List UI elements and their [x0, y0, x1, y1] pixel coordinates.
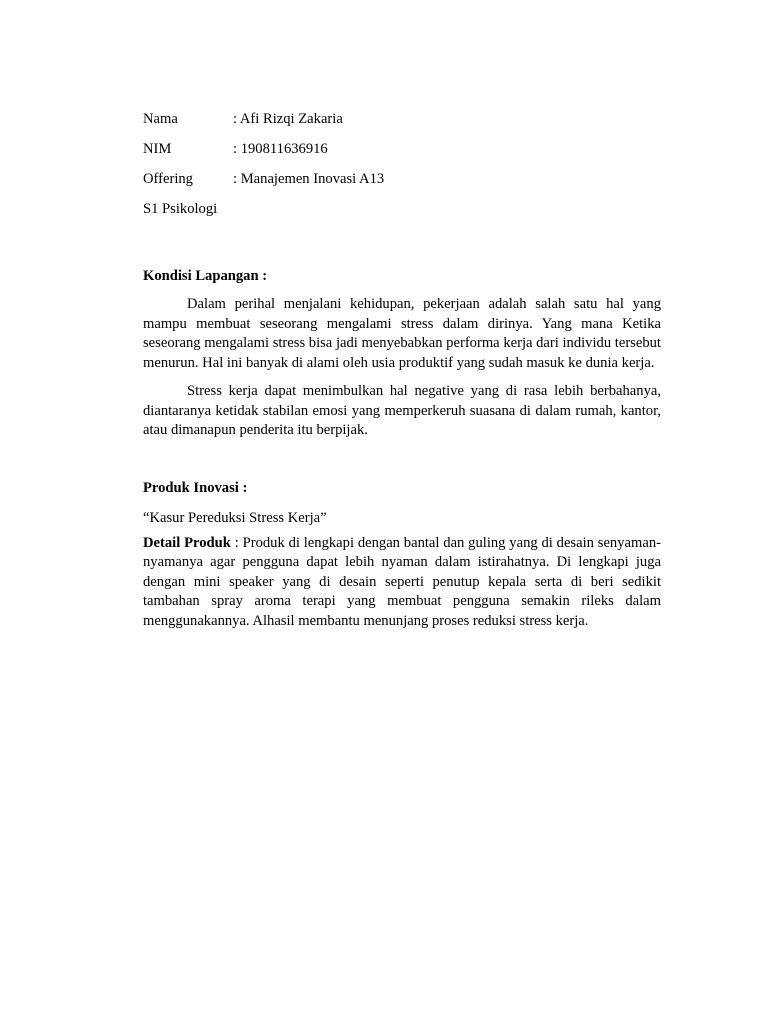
program-text: S1 Psikologi — [143, 201, 218, 217]
produk-name: “Kasur Pereduksi Stress Kerja” — [143, 509, 327, 526]
document-page — [143, 107, 661, 631]
info-value-offering: : Manajemen Inovasi A13 — [233, 171, 385, 187]
produk-detail-paragraph — [143, 534, 661, 632]
info-row-offering — [143, 167, 661, 197]
info-label-nim: NIM — [143, 141, 172, 157]
info-value-nama: : Afi Rizqi Zakaria — [233, 111, 343, 127]
detail-text: : Produk di lengkapi dengan bantal dan guling yang di desain senyaman-nyamanya agar pengguna dapat lebih nyaman dalam istirahatnya. Di lengkapi juga dengan mini speaker yang di desain seperti penutup kepala serta di beri sedikit tambahan spray aroma terapi yang membuat pengguna semakin rileks dalam menggunakannya. Alhasil membantu menunjang proses reduksi stress kerja. — [143, 534, 661, 629]
detail-label: Detail Produk — [143, 534, 231, 551]
kondisi-paragraph-2: Stress kerja dapat menimbulkan hal negative yang di rasa lebih berbahanya, diantaranya ketidak stabilan emosi yang memperkeruh suasana di dalam rumah, kantor, atau dimanapun penderita itu berpijak. — [143, 383, 661, 438]
info-value-nim: : 190811636916 — [233, 141, 328, 157]
info-row-nim — [143, 137, 661, 167]
info-label-offering: Offering — [143, 171, 193, 187]
kondisi-paragraph-1: Dalam perihal menjalani kehidupan, pekerjaan adalah salah satu hal yang mampu membuat seseorang mengalami stress dalam dirinya. Yang mana Ketika seseorang mengalami stress bisa jadi menyebabkan performa kerja dari individu tersebut menurun. Hal ini banyak di alami oleh usia produktif yang sudah masuk ke dunia kerja. — [143, 296, 661, 371]
info-row-nama — [143, 107, 661, 137]
produk-heading: Produk Inovasi : — [143, 479, 248, 496]
info-label-nama: Nama — [143, 111, 178, 127]
kondisi-heading: Kondisi Lapangan : — [143, 268, 268, 284]
